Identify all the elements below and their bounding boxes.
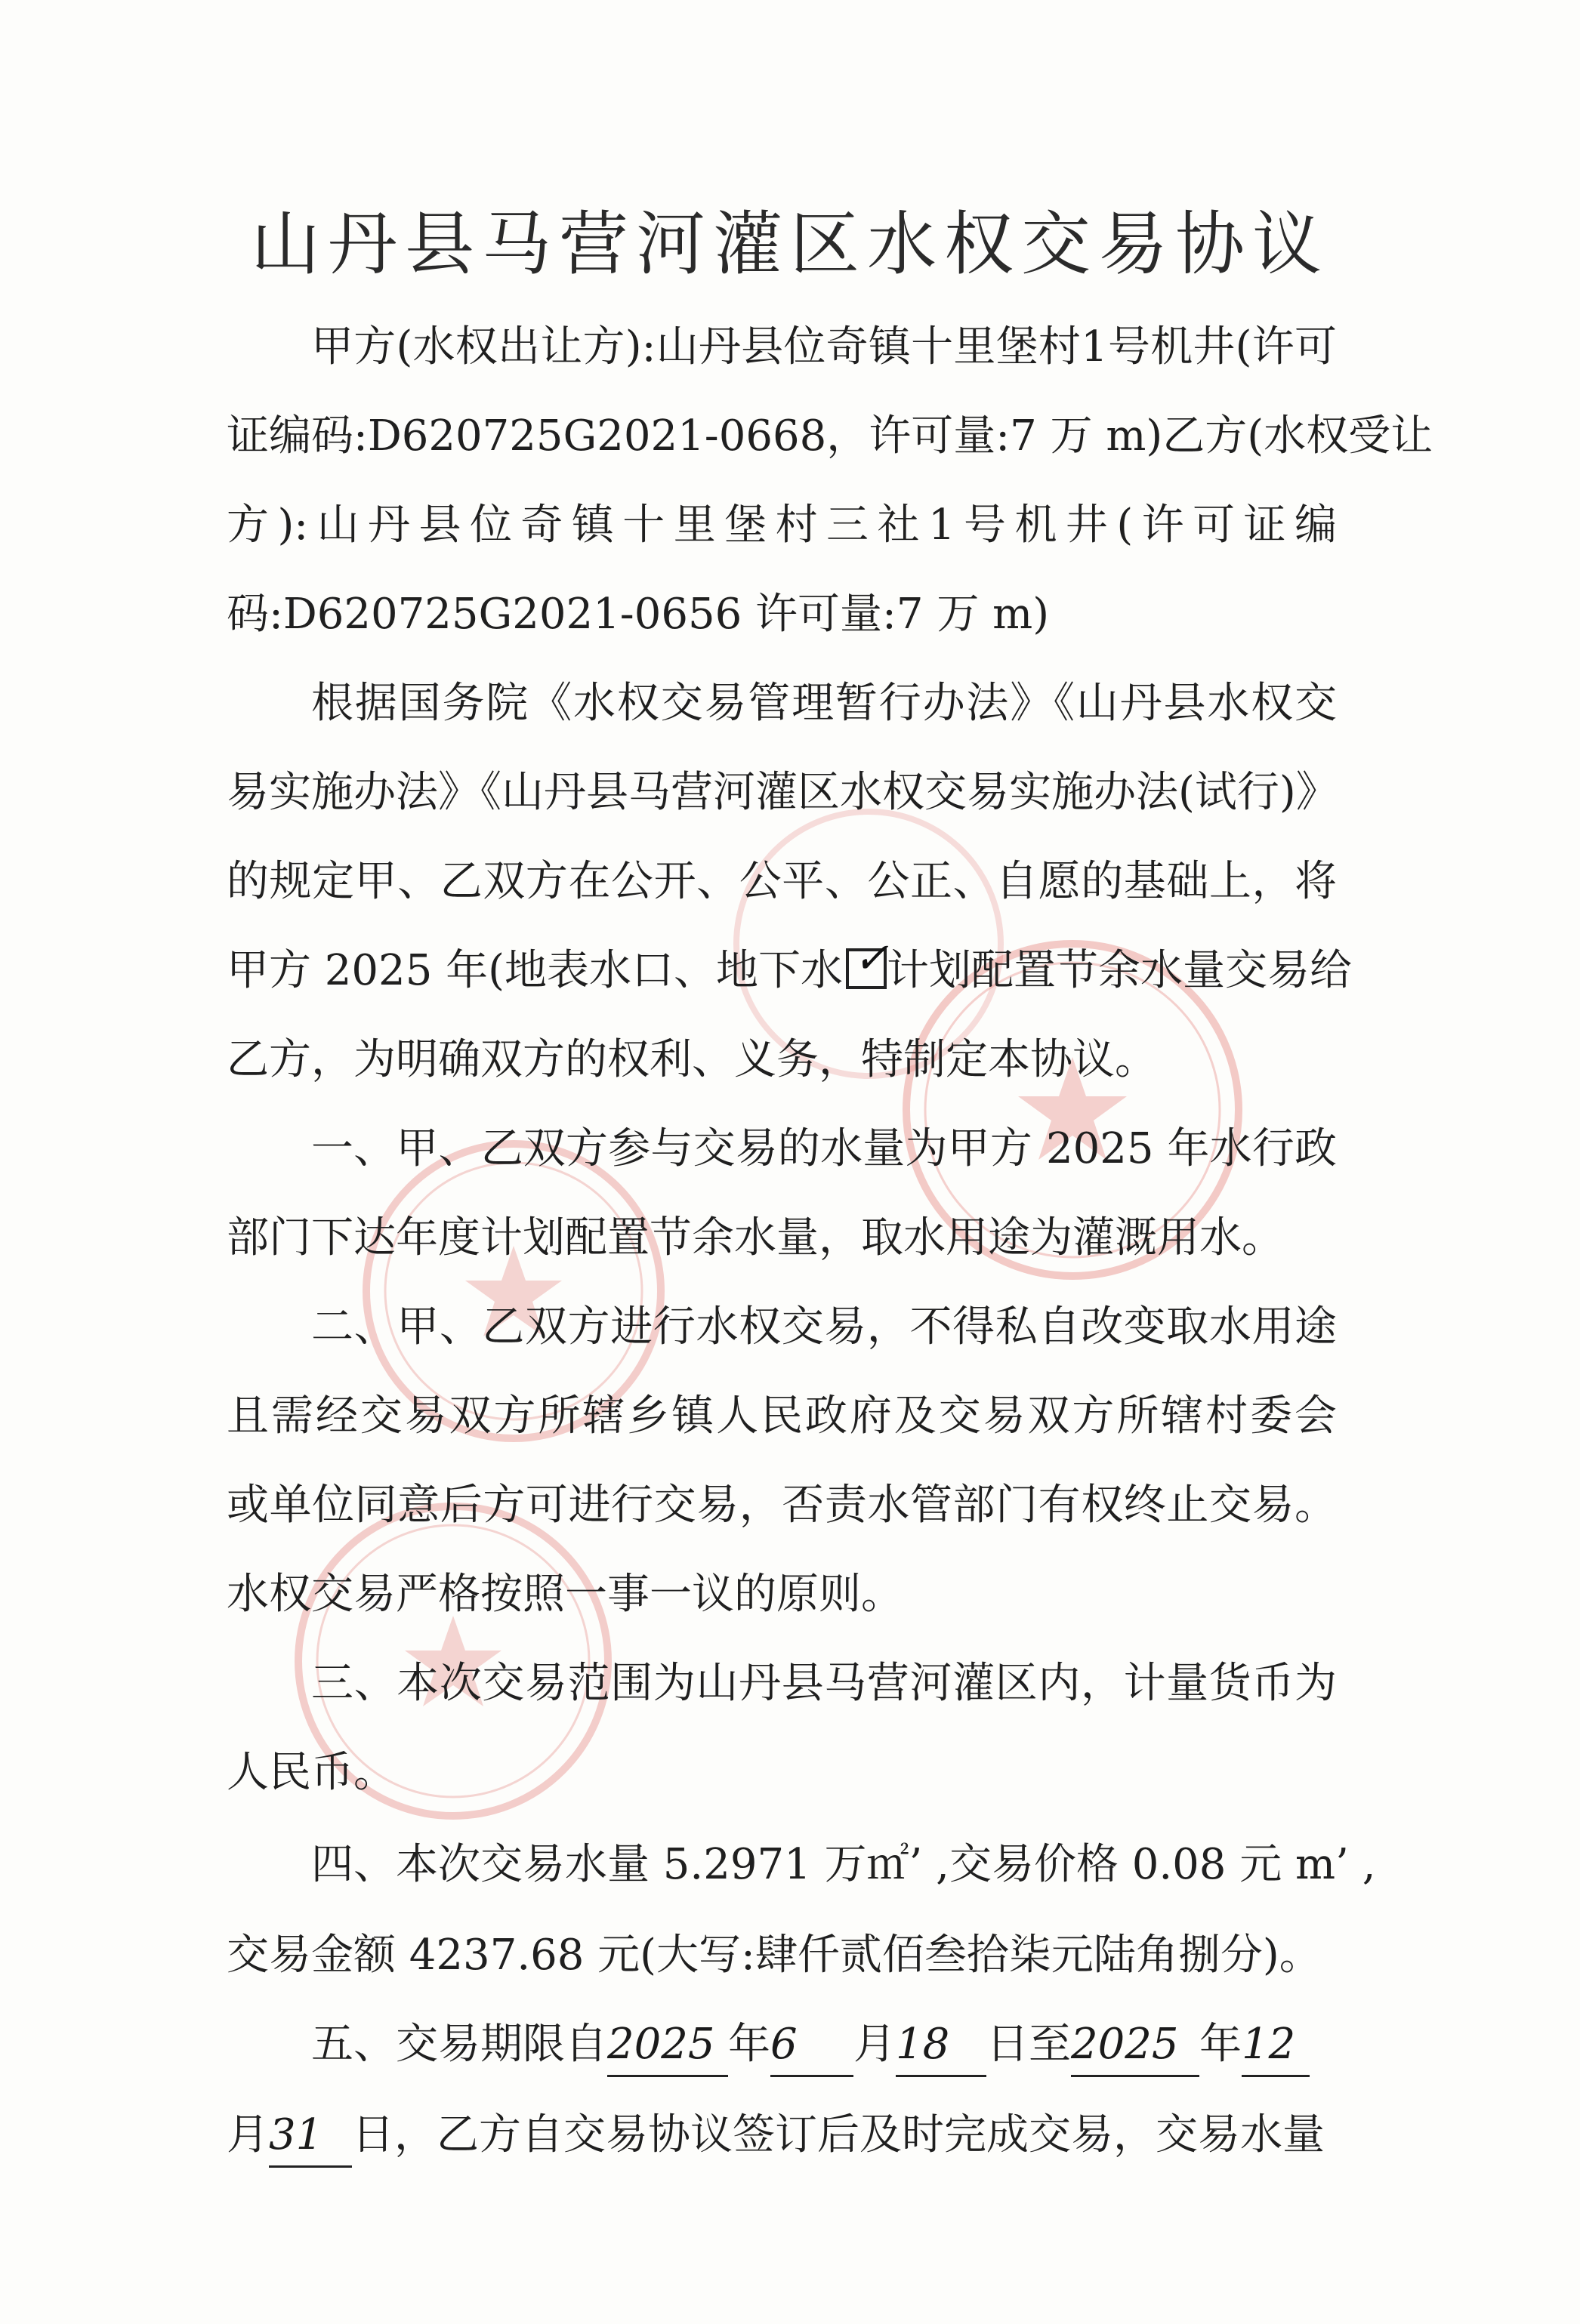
clause5-line-2 [227,2105,1337,2168]
clause2-line-1: 二、甲、乙双方进行水权交易，不得私自改变取水用途 [311,1302,1337,1352]
start-month-handwritten: 6 [770,2014,853,2077]
end-month-handwritten: 12 [1242,2014,1310,2077]
end-day-handwritten: 31 [269,2105,352,2168]
basis-line-1: 根据国务院《水权交易管理暂行办法》《山丹县水权交 [311,679,1337,728]
basis-line-2: 易实施办法》《山丹县马营河灌区水权交易实施办法(试行)》 [227,768,1338,817]
party-line-3: 方):山丹县位奇镇十里堡村三社1号机井(许可证编 [227,501,1337,550]
clause2-line-2: 且需经交易双方所辖乡镇人民政府及交易双方所辖村委会 [227,1392,1337,1441]
party-line-1: 甲方(水权出让方):山丹县位奇镇十里堡村1号机井(许可 [311,322,1337,371]
clause4-line-1: 四、本次交易水量 5.2971 万㎡’ ,交易价格 0.08 元 m’ , [311,1840,1376,1889]
clause1-line-1: 一、甲、乙双方参与交易的水量为甲方 2025 年水行政 [311,1124,1337,1173]
clause2-line-4: 水权交易严格按照一事一议的原则。 [227,1570,903,1619]
groundwater-checkbox [846,934,889,989]
basis-line-5: 乙方，为明确双方的权利、义务，特制定本协议。 [227,1035,1157,1084]
year-label-2: 年 [1199,2020,1242,2069]
month-label: 月 [853,2020,896,2069]
party-line-2: 证编码:D620725G2021-0668，许可量:7 万 m)乙方(水权受让 [227,411,1433,461]
clause3-line-1: 三、本次交易范围为山丹县马营河灌区内，计量货币为 [311,1659,1337,1708]
document-title: 山丹县马营河灌区水权交易协议 [250,204,1329,285]
year-label: 年 [728,2020,770,2069]
start-day-handwritten: 18 [896,2014,986,2077]
clause5-prefix: 五、交易期限自 [311,2020,607,2069]
check-mark-icon: ✓ [853,934,889,983]
end-year-handwritten: 2025 [1071,2014,1199,2077]
clause5-line-1 [311,2014,1337,2077]
basis-line-4 [227,934,1352,1001]
clause4-line-2: 交易金额 4237.68 元(大写:肆仟贰佰叁拾柒元陆角捌分)。 [227,1931,1322,1980]
basis-line-3: 的规定甲、乙双方在公开、公平、公正、自愿的基础上，将 [227,857,1337,906]
basis-line-4-end: 计划配置节余水量交易给 [886,946,1352,995]
basis-line-4-start: 甲方 2025 年(地表水口、地下水 [227,946,843,995]
clause1-line-2: 部门下达年度计划配置节余水量，取水用途为灌溉用水。 [227,1213,1284,1262]
start-year-handwritten: 2025 [607,2014,728,2077]
month-label-2: 月 [227,2110,269,2159]
clause2-line-3: 或单位同意后方可进行交易，否责水管部门有权终止交易。 [227,1481,1337,1530]
to-label: 日至 [986,2020,1071,2069]
clause3-line-2: 人民币。 [227,1748,396,1797]
clause5-suffix: 日，乙方自交易协议签订后及时完成交易，交易水量 [352,2110,1325,2159]
party-line-4: 码:D620725G2021-0656 许可量:7 万 m) [227,590,1050,639]
